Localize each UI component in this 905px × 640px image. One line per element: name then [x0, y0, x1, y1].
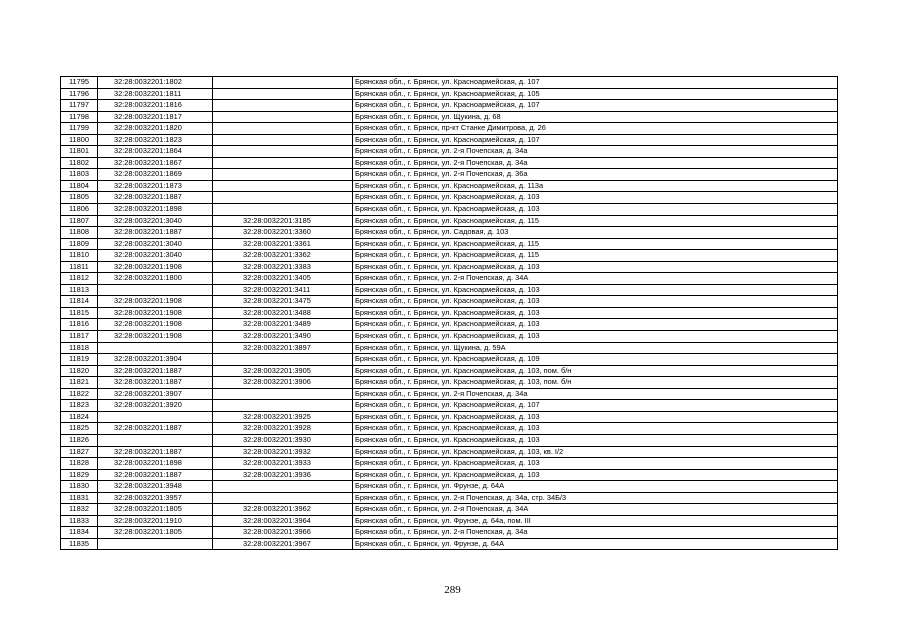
row-number-cell: 11808 [61, 227, 98, 239]
address-cell: Брянская обл., г. Брянск, ул. Красноармейская, д. 103 [353, 284, 838, 296]
cadastral-number-cell: 32:28:0032201:1887 [98, 365, 213, 377]
row-number-cell: 11804 [61, 180, 98, 192]
address-cell: Брянская обл., г. Брянск, ул. Красноармейская, д. 115 [353, 215, 838, 227]
table-row [61, 458, 838, 470]
linked-cadastral-number-cell: 32:28:0032201:3962 [213, 504, 353, 516]
address-cell: Брянская обл., г. Брянск, ул. Красноармейская, д. 113а [353, 180, 838, 192]
linked-cadastral-number-cell: 32:28:0032201:3361 [213, 238, 353, 250]
row-number-cell: 11821 [61, 377, 98, 389]
address-cell: Брянская обл., г. Брянск, ул. Красноармейская, д. 103 [353, 434, 838, 446]
table-row [61, 123, 838, 135]
table-row [61, 169, 838, 181]
linked-cadastral-number-cell [213, 77, 353, 89]
cadastral-number-cell: 32:28:0032201:1898 [98, 204, 213, 216]
cadastral-number-cell: 32:28:0032201:1869 [98, 169, 213, 181]
cadastral-number-cell [98, 342, 213, 354]
cadastral-number-cell: 32:28:0032201:3040 [98, 238, 213, 250]
row-number-cell: 11796 [61, 88, 98, 100]
row-number-cell: 11832 [61, 504, 98, 516]
table-row [61, 180, 838, 192]
cadastral-number-cell: 32:28:0032201:1887 [98, 469, 213, 481]
row-number-cell: 11834 [61, 527, 98, 539]
row-number-cell: 11795 [61, 77, 98, 89]
cadastral-number-cell: 32:28:0032201:1908 [98, 331, 213, 343]
address-cell: Брянская обл., г. Брянск, ул. Красноармейская, д. 115 [353, 250, 838, 262]
row-number-cell: 11831 [61, 492, 98, 504]
table-row [61, 204, 838, 216]
address-cell: Брянская обл., г. Брянск, ул. Красноармейская, д. 107 [353, 400, 838, 412]
row-number-cell: 11802 [61, 157, 98, 169]
linked-cadastral-number-cell [213, 481, 353, 493]
row-number-cell: 11816 [61, 319, 98, 331]
linked-cadastral-number-cell [213, 388, 353, 400]
row-number-cell: 11813 [61, 284, 98, 296]
row-number-cell: 11806 [61, 204, 98, 216]
table-row [61, 538, 838, 550]
table-row [61, 296, 838, 308]
row-number-cell: 11829 [61, 469, 98, 481]
linked-cadastral-number-cell: 32:28:0032201:3383 [213, 261, 353, 273]
linked-cadastral-number-cell: 32:28:0032201:3905 [213, 365, 353, 377]
table-row [61, 157, 838, 169]
table-row [61, 227, 838, 239]
linked-cadastral-number-cell [213, 88, 353, 100]
address-cell: Брянская обл., г. Брянск, ул. Щукина, д. 59А [353, 342, 838, 354]
table-row [61, 388, 838, 400]
linked-cadastral-number-cell: 32:28:0032201:3925 [213, 411, 353, 423]
address-cell: Брянская обл., г. Брянск, ул. Красноармейская, д. 103 [353, 192, 838, 204]
table-row [61, 146, 838, 158]
table-row [61, 342, 838, 354]
registry-table-body [61, 77, 838, 550]
cadastral-number-cell: 32:28:0032201:1805 [98, 527, 213, 539]
registry-table [60, 76, 838, 550]
address-cell: Брянская обл., г. Брянск, ул. 2-я Почепская, д. 34а, стр. 34Б/3 [353, 492, 838, 504]
linked-cadastral-number-cell: 32:28:0032201:3966 [213, 527, 353, 539]
table-row [61, 354, 838, 366]
cadastral-number-cell: 32:28:0032201:1908 [98, 319, 213, 331]
linked-cadastral-number-cell [213, 400, 353, 412]
linked-cadastral-number-cell [213, 354, 353, 366]
address-cell: Брянская обл., г. Брянск, ул. Красноармейская, д. 105 [353, 88, 838, 100]
table-row [61, 423, 838, 435]
cadastral-number-cell [98, 538, 213, 550]
table-row [61, 192, 838, 204]
cadastral-number-cell: 32:28:0032201:1898 [98, 458, 213, 470]
address-cell: Брянская обл., г. Брянск, ул. Красноармейская, д. 107 [353, 77, 838, 89]
linked-cadastral-number-cell [213, 204, 353, 216]
table-row [61, 504, 838, 516]
row-number-cell: 11801 [61, 146, 98, 158]
cadastral-number-cell: 32:28:0032201:3957 [98, 492, 213, 504]
table-row [61, 515, 838, 527]
cadastral-number-cell: 32:28:0032201:3948 [98, 481, 213, 493]
address-cell: Брянская обл., г. Брянск, ул. Красноармейская, д. 103 [353, 331, 838, 343]
address-cell: Брянская обл., г. Брянск, ул. Красноармейская, д. 103 [353, 319, 838, 331]
row-number-cell: 11824 [61, 411, 98, 423]
table-row [61, 469, 838, 481]
address-cell: Брянская обл., г. Брянск, ул. Красноармейская, д. 103 [353, 411, 838, 423]
linked-cadastral-number-cell: 32:28:0032201:3967 [213, 538, 353, 550]
linked-cadastral-number-cell: 32:28:0032201:3936 [213, 469, 353, 481]
linked-cadastral-number-cell [213, 169, 353, 181]
row-number-cell: 11807 [61, 215, 98, 227]
cadastral-number-cell: 32:28:0032201:1805 [98, 504, 213, 516]
row-number-cell: 11803 [61, 169, 98, 181]
cadastral-number-cell: 32:28:0032201:1817 [98, 111, 213, 123]
table-row [61, 481, 838, 493]
linked-cadastral-number-cell: 32:28:0032201:3964 [213, 515, 353, 527]
table-row [61, 100, 838, 112]
address-cell: Брянская обл., г. Брянск, ул. Фрунзе, д. 64А [353, 538, 838, 550]
cadastral-number-cell: 32:28:0032201:3920 [98, 400, 213, 412]
cadastral-number-cell: 32:28:0032201:1887 [98, 227, 213, 239]
cadastral-number-cell: 32:28:0032201:1802 [98, 77, 213, 89]
row-number-cell: 11822 [61, 388, 98, 400]
row-number-cell: 11826 [61, 434, 98, 446]
cadastral-number-cell: 32:28:0032201:3904 [98, 354, 213, 366]
row-number-cell: 11810 [61, 250, 98, 262]
row-number-cell: 11799 [61, 123, 98, 135]
table-row [61, 238, 838, 250]
row-number-cell: 11815 [61, 307, 98, 319]
table-row [61, 377, 838, 389]
row-number-cell: 11797 [61, 100, 98, 112]
table-row [61, 434, 838, 446]
row-number-cell: 11820 [61, 365, 98, 377]
linked-cadastral-number-cell [213, 134, 353, 146]
cadastral-number-cell: 32:28:0032201:1887 [98, 423, 213, 435]
address-cell: Брянская обл., г. Брянск, ул. Фрунзе, д. 64а, пом. III [353, 515, 838, 527]
address-cell: Брянская обл., г. Брянск, ул. Щукина, д. 68 [353, 111, 838, 123]
linked-cadastral-number-cell [213, 180, 353, 192]
address-cell: Брянская обл., г. Брянск, ул. 2-я Почепская, д. 34а [353, 157, 838, 169]
row-number-cell: 11814 [61, 296, 98, 308]
table-row [61, 400, 838, 412]
table-row [61, 111, 838, 123]
address-cell: Брянская обл., г. Брянск, ул. 2-я Почепская, д. 34а [353, 388, 838, 400]
row-number-cell: 11818 [61, 342, 98, 354]
linked-cadastral-number-cell: 32:28:0032201:3475 [213, 296, 353, 308]
address-cell: Брянская обл., г. Брянск, ул. Фрунзе, д. 64А [353, 481, 838, 493]
table-row [61, 331, 838, 343]
cadastral-number-cell: 32:28:0032201:1811 [98, 88, 213, 100]
cadastral-number-cell: 32:28:0032201:1800 [98, 273, 213, 285]
row-number-cell: 11830 [61, 481, 98, 493]
table-row [61, 411, 838, 423]
linked-cadastral-number-cell: 32:28:0032201:3488 [213, 307, 353, 319]
page-number: 289 [444, 584, 461, 596]
linked-cadastral-number-cell: 32:28:0032201:3906 [213, 377, 353, 389]
address-cell: Брянская обл., г. Брянск, ул. Красноармейская, д. 107 [353, 134, 838, 146]
cadastral-number-cell: 32:28:0032201:1873 [98, 180, 213, 192]
address-cell: Брянская обл., г. Брянск, ул. Красноармейская, д. 103 [353, 458, 838, 470]
address-cell: Брянская обл., г. Брянск, ул. 2-я Почепская, д. 36а [353, 169, 838, 181]
linked-cadastral-number-cell [213, 123, 353, 135]
linked-cadastral-number-cell: 32:28:0032201:3930 [213, 434, 353, 446]
table-row [61, 134, 838, 146]
address-cell: Брянская обл., г. Брянск, ул. 2-я Почепская, д. 34А [353, 273, 838, 285]
linked-cadastral-number-cell [213, 111, 353, 123]
address-cell: Брянская обл., г. Брянск, ул. 2-я Почепская, д. 34а [353, 527, 838, 539]
row-number-cell: 11811 [61, 261, 98, 273]
table-row [61, 365, 838, 377]
address-cell: Брянская обл., г. Брянск, ул. Красноармейская, д. 103 [353, 307, 838, 319]
address-cell: Брянская обл., г. Брянск, ул. Красноармейская, д. 103 [353, 469, 838, 481]
row-number-cell: 11805 [61, 192, 98, 204]
linked-cadastral-number-cell: 32:28:0032201:3405 [213, 273, 353, 285]
linked-cadastral-number-cell: 32:28:0032201:3185 [213, 215, 353, 227]
cadastral-number-cell: 32:28:0032201:3040 [98, 215, 213, 227]
linked-cadastral-number-cell [213, 100, 353, 112]
row-number-cell: 11827 [61, 446, 98, 458]
cadastral-number-cell: 32:28:0032201:1864 [98, 146, 213, 158]
linked-cadastral-number-cell [213, 146, 353, 158]
row-number-cell: 11809 [61, 238, 98, 250]
address-cell: Брянская обл., г. Брянск, ул. Красноармейская, д. 103 [353, 261, 838, 273]
cadastral-number-cell: 32:28:0032201:1887 [98, 446, 213, 458]
linked-cadastral-number-cell: 32:28:0032201:3362 [213, 250, 353, 262]
row-number-cell: 11835 [61, 538, 98, 550]
address-cell: Брянская обл., г. Брянск, пр-кт Станке Димитрова, д. 26 [353, 123, 838, 135]
row-number-cell: 11800 [61, 134, 98, 146]
linked-cadastral-number-cell: 32:28:0032201:3897 [213, 342, 353, 354]
address-cell: Брянская обл., г. Брянск, ул. Красноармейская, д. 103, пом. б/н [353, 377, 838, 389]
table-row [61, 273, 838, 285]
row-number-cell: 11812 [61, 273, 98, 285]
address-cell: Брянская обл., г. Брянск, ул. Красноармейская, д. 103 [353, 423, 838, 435]
linked-cadastral-number-cell: 32:28:0032201:3490 [213, 331, 353, 343]
linked-cadastral-number-cell [213, 192, 353, 204]
table-row [61, 215, 838, 227]
address-cell: Брянская обл., г. Брянск, ул. Красноармейская, д. 103 [353, 204, 838, 216]
row-number-cell: 11825 [61, 423, 98, 435]
address-cell: Брянская обл., г. Брянск, ул. Садовая, д. 103 [353, 227, 838, 239]
row-number-cell: 11817 [61, 331, 98, 343]
row-number-cell: 11833 [61, 515, 98, 527]
address-cell: Брянская обл., г. Брянск, ул. Красноармейская, д. 103, пом. б/н [353, 365, 838, 377]
address-cell: Брянская обл., г. Брянск, ул. Красноармейская, д. 115 [353, 238, 838, 250]
table-row [61, 492, 838, 504]
linked-cadastral-number-cell [213, 492, 353, 504]
cadastral-number-cell: 32:28:0032201:1867 [98, 157, 213, 169]
cadastral-number-cell [98, 284, 213, 296]
cadastral-number-cell: 32:28:0032201:3040 [98, 250, 213, 262]
cadastral-number-cell: 32:28:0032201:1820 [98, 123, 213, 135]
table-row [61, 77, 838, 89]
table-row [61, 261, 838, 273]
table-row [61, 250, 838, 262]
cadastral-number-cell [98, 434, 213, 446]
table-row [61, 88, 838, 100]
linked-cadastral-number-cell: 32:28:0032201:3489 [213, 319, 353, 331]
cadastral-number-cell: 32:28:0032201:1887 [98, 192, 213, 204]
table-row [61, 446, 838, 458]
row-number-cell: 11828 [61, 458, 98, 470]
table-row [61, 307, 838, 319]
linked-cadastral-number-cell: 32:28:0032201:3932 [213, 446, 353, 458]
address-cell: Брянская обл., г. Брянск, ул. Красноармейская, д. 107 [353, 100, 838, 112]
cadastral-number-cell: 32:28:0032201:1816 [98, 100, 213, 112]
cadastral-number-cell: 32:28:0032201:1908 [98, 296, 213, 308]
table-row [61, 527, 838, 539]
cadastral-number-cell: 32:28:0032201:1887 [98, 377, 213, 389]
table-row [61, 284, 838, 296]
row-number-cell: 11798 [61, 111, 98, 123]
address-cell: Брянская обл., г. Брянск, ул. Красноармейская, д. 109 [353, 354, 838, 366]
address-cell: Брянская обл., г. Брянск, ул. 2-я Почепская, д. 34а [353, 146, 838, 158]
table-row [61, 319, 838, 331]
row-number-cell: 11823 [61, 400, 98, 412]
linked-cadastral-number-cell: 32:28:0032201:3933 [213, 458, 353, 470]
linked-cadastral-number-cell: 32:28:0032201:3928 [213, 423, 353, 435]
linked-cadastral-number-cell: 32:28:0032201:3360 [213, 227, 353, 239]
linked-cadastral-number-cell [213, 157, 353, 169]
cadastral-number-cell: 32:28:0032201:3907 [98, 388, 213, 400]
cadastral-number-cell [98, 411, 213, 423]
cadastral-number-cell: 32:28:0032201:1823 [98, 134, 213, 146]
cadastral-number-cell: 32:28:0032201:1910 [98, 515, 213, 527]
linked-cadastral-number-cell: 32:28:0032201:3411 [213, 284, 353, 296]
address-cell: Брянская обл., г. Брянск, ул. 2-я Почепская, д. 34А [353, 504, 838, 516]
address-cell: Брянская обл., г. Брянск, ул. Красноармейская, д. 103, кв. I/2 [353, 446, 838, 458]
row-number-cell: 11819 [61, 354, 98, 366]
cadastral-number-cell: 32:28:0032201:1908 [98, 307, 213, 319]
cadastral-number-cell: 32:28:0032201:1908 [98, 261, 213, 273]
address-cell: Брянская обл., г. Брянск, ул. Красноармейская, д. 103 [353, 296, 838, 308]
